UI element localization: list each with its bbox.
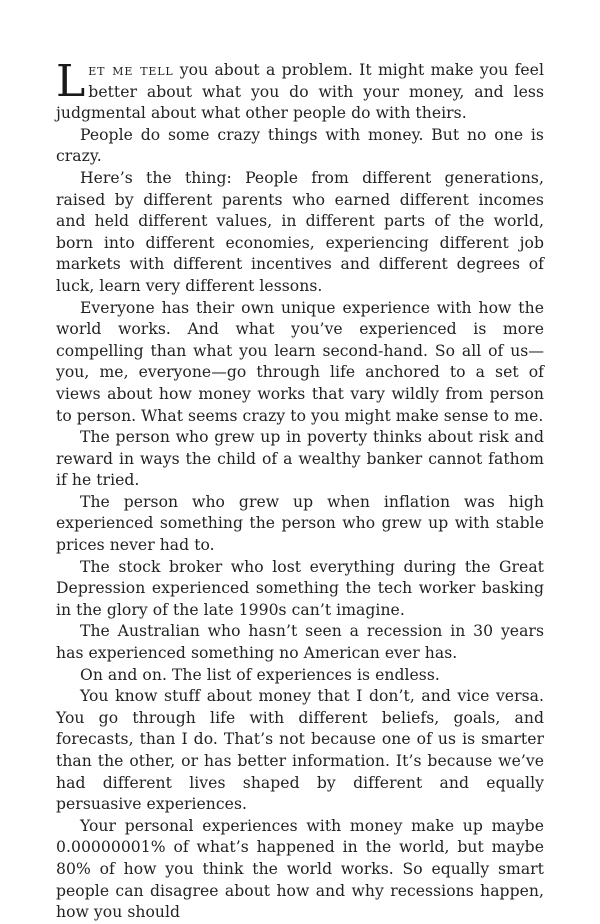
small-caps-lead: et me tell [88, 61, 174, 79]
paragraph-stock-broker: The stock broker who lost everything during the Great Depression experienced something the tech worker basking in the glory of the late 1990s can’t imagine. [56, 557, 544, 619]
paragraph-unique-experience: Everyone has their own unique experience with how the world works. And what you’ve experienced is more compelling than what you learn second-hand. So all of us—you, me, everyone—go through life anchored to a set of views about how money works that vary wildly from person to person. What seems crazy to you might make sense to me. [56, 298, 544, 425]
paragraph-on-and-on: On and on. The list of experiences is endless. [80, 665, 440, 684]
paragraph-personal-experiences: Your personal experiences with money make up maybe 0.00000001% of what’s happened in the world, but maybe 80% of how you think the world works. So equally smart people can disagree about how and why recessions happen, how you should [56, 816, 544, 922]
opening-paragraph [56, 56, 544, 125]
paragraph-poverty: The person who grew up in poverty thinks about risk and reward in ways the child of a wealthy banker cannot fathom if he tried. [56, 428, 544, 490]
paragraph-australian: The Australian who hasn’t seen a recession in 30 years has experienced something no American ever has. [56, 622, 544, 663]
paragraph-inflation: The person who grew up when inflation was high experienced something the person who grew up with stable prices never had to. [56, 492, 544, 555]
paragraph-vice-versa: You know stuff about money that I don’t, and vice versa. You go through life with different beliefs, goals, and forecasts, than I do. That’s not because one of us is smarter than the other, or has better information. It’s because we’ve had different lives shaped by different and equally persuasive experiences. [56, 687, 544, 814]
opening-text: you about a problem. It might make you feel better about what you do with your money, and less judgmental about what other people do with theirs. [56, 61, 544, 123]
drop-cap: L [56, 56, 86, 107]
book-page [56, 56, 544, 924]
paragraph-generations: Here’s the thing: People from different generations, raised by different parents who earned different incomes and held different values, in different parts of the world, born into different economies, experiencing different job markets with different incentives and different degrees of luck, learn very different lessons. [56, 168, 544, 295]
paragraph-crazy: People do some crazy things with money. But no one is crazy. [56, 125, 544, 166]
